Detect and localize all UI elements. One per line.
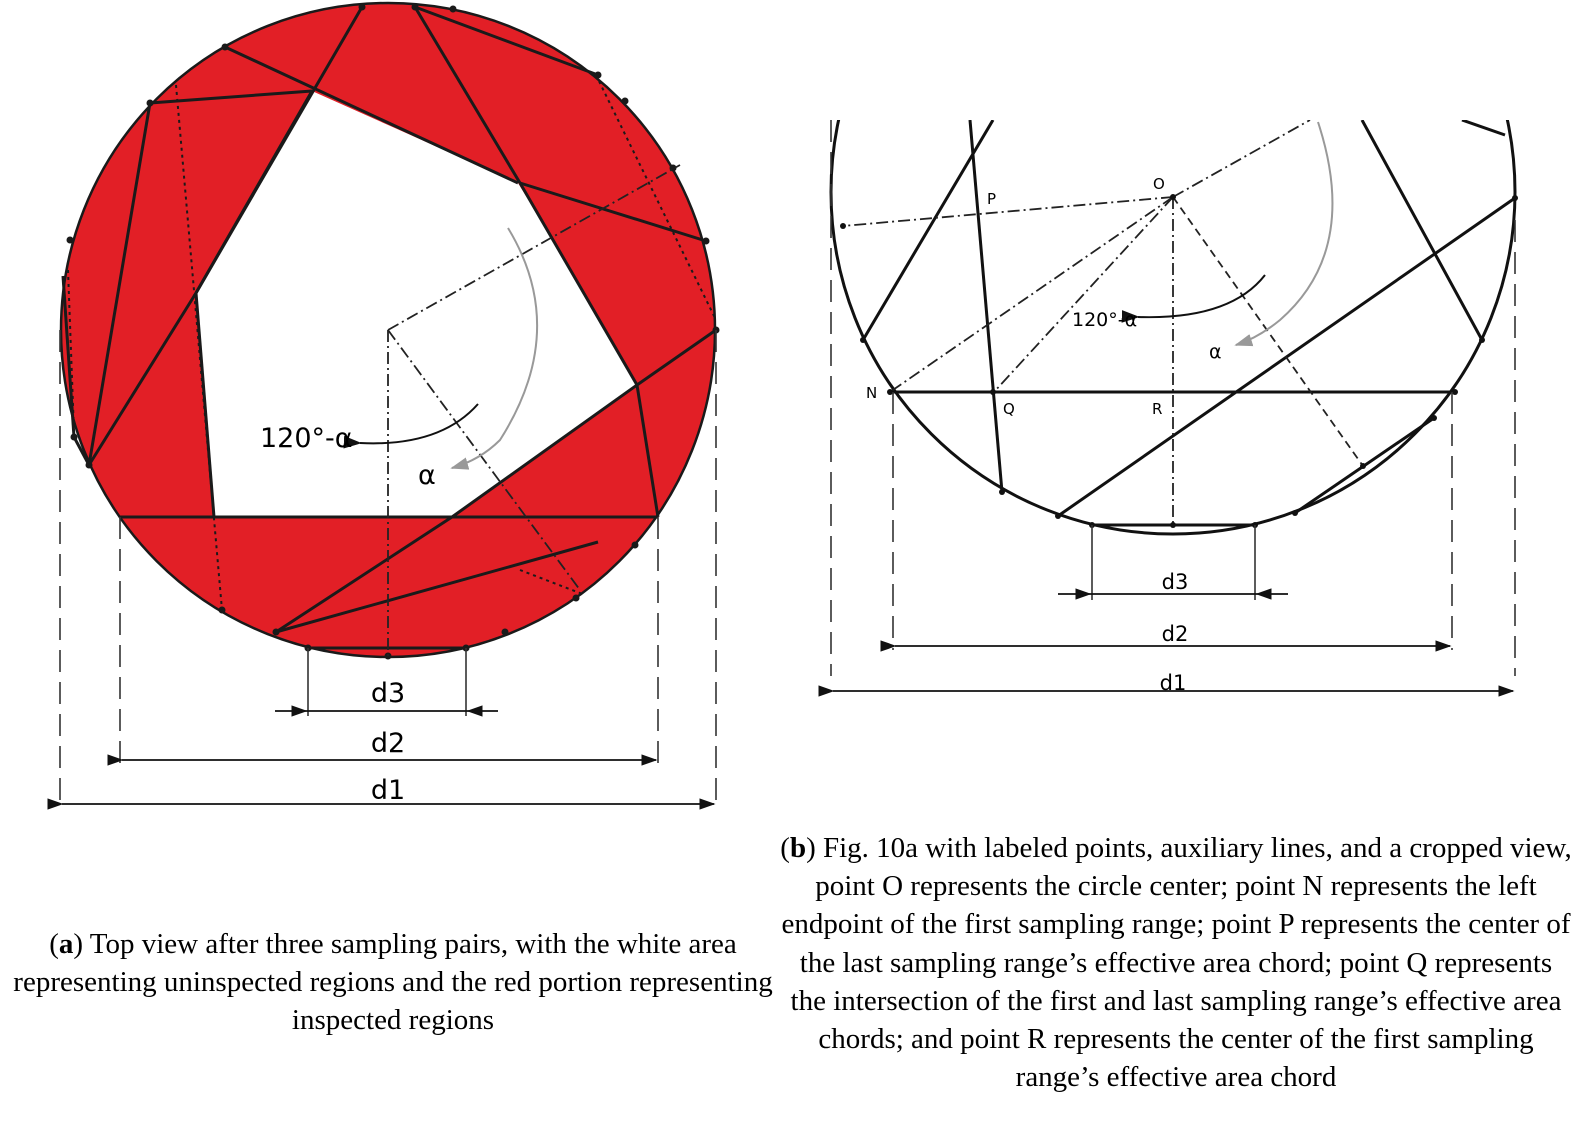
d3-label-a: d3 xyxy=(370,678,406,709)
d1-label-b: d1 xyxy=(1159,671,1187,695)
caption-b: (b) Fig. 10a with labeled points, auxiliary lines, and a cropped view, point O represents the circle center; point N represents the left endpoint of the first sampling range; point P represents the center of the last sampling range’s effective area chord; point Q represents the intersection of the first and last sampling range’s effective area chords; and point R represents the center of the first sampling range’s effective area chord xyxy=(780,832,1572,1094)
alpha-label-a: α xyxy=(418,460,436,491)
point-r-label: R xyxy=(1152,400,1163,418)
angle-label-a: 120°-α xyxy=(260,423,353,454)
point-p-label: P xyxy=(987,190,997,208)
dashed-radius-b xyxy=(1173,197,1363,466)
caption-b-letter: b xyxy=(789,832,807,864)
figure-a xyxy=(60,3,720,808)
d3-label-b: d3 xyxy=(1161,570,1189,594)
figure-b xyxy=(831,0,1518,695)
alpha-label-b: α xyxy=(1209,341,1222,363)
d1-label-a: d1 xyxy=(370,775,406,806)
point-o-label: O xyxy=(1153,175,1165,193)
caption-a-letter: a xyxy=(58,928,74,960)
caption-a: (a) Top view after three sampling pairs, with the white area representing uninspected regions and the red portion representing inspected regions xyxy=(13,928,773,1037)
sample-points-b xyxy=(840,194,1518,528)
d2-label-b: d2 xyxy=(1161,622,1189,646)
d2-label-a: d2 xyxy=(370,728,406,759)
point-n-label: N xyxy=(866,384,878,402)
angle-label-b: 120°-α xyxy=(1072,309,1138,331)
sampling-chords-b xyxy=(863,120,1515,525)
angle-120-alpha-arc-b xyxy=(1138,275,1265,317)
point-q-label: Q xyxy=(1003,400,1015,418)
alpha-arc-b xyxy=(1236,122,1332,345)
